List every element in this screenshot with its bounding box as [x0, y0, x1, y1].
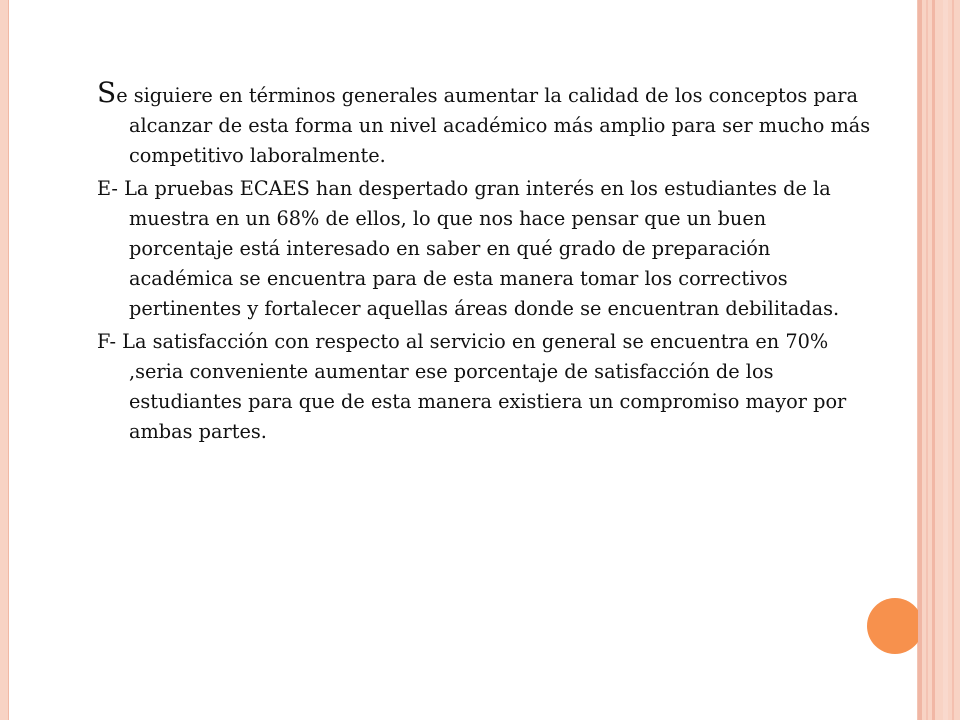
content-panel: [8, 0, 918, 720]
paragraph-2: [97, 174, 873, 325]
paragraph-1-text: e siguiere en términos generales aumentar la calidad de los conceptos para alcanzar de esta forma un nivel académico más amplio para ser mucho más competitivo laboralmente.: [116, 84, 871, 168]
rail-stripe-2: [926, 0, 928, 720]
paragraph-3: [97, 327, 873, 448]
body-text: [97, 76, 873, 449]
rail-stripe-1: [918, 0, 922, 720]
paragraph-2-text: E- La pruebas ECAES han despertado gran interés en los estudiantes de la muestra en un 68% de ellos, lo que nos hace pensar que un buen porcentaje está interesado en saber en qué grado de preparación académica se encuentra para de esta manera tomar los correctivos pertinentes y fortalecer aquellas áreas donde se encuentran debilitadas.: [97, 176, 840, 321]
rail-stripe-3: [932, 0, 935, 720]
paragraph-3-text: F- La satisfacción con respecto al servicio en general se encuentra en 70% ,seria conveniente aumentar ese porcentaje de satisfacción de los estudiantes para que de esta manera existiera un compromiso mayor por ambas partes.: [97, 329, 847, 444]
accent-circle: [867, 598, 923, 654]
right-decorative-rail: [918, 0, 960, 720]
drop-letter: S: [97, 76, 117, 109]
rail-stripe-4: [943, 0, 948, 720]
paragraph-1: [97, 76, 873, 172]
rail-stripe-5: [952, 0, 954, 720]
